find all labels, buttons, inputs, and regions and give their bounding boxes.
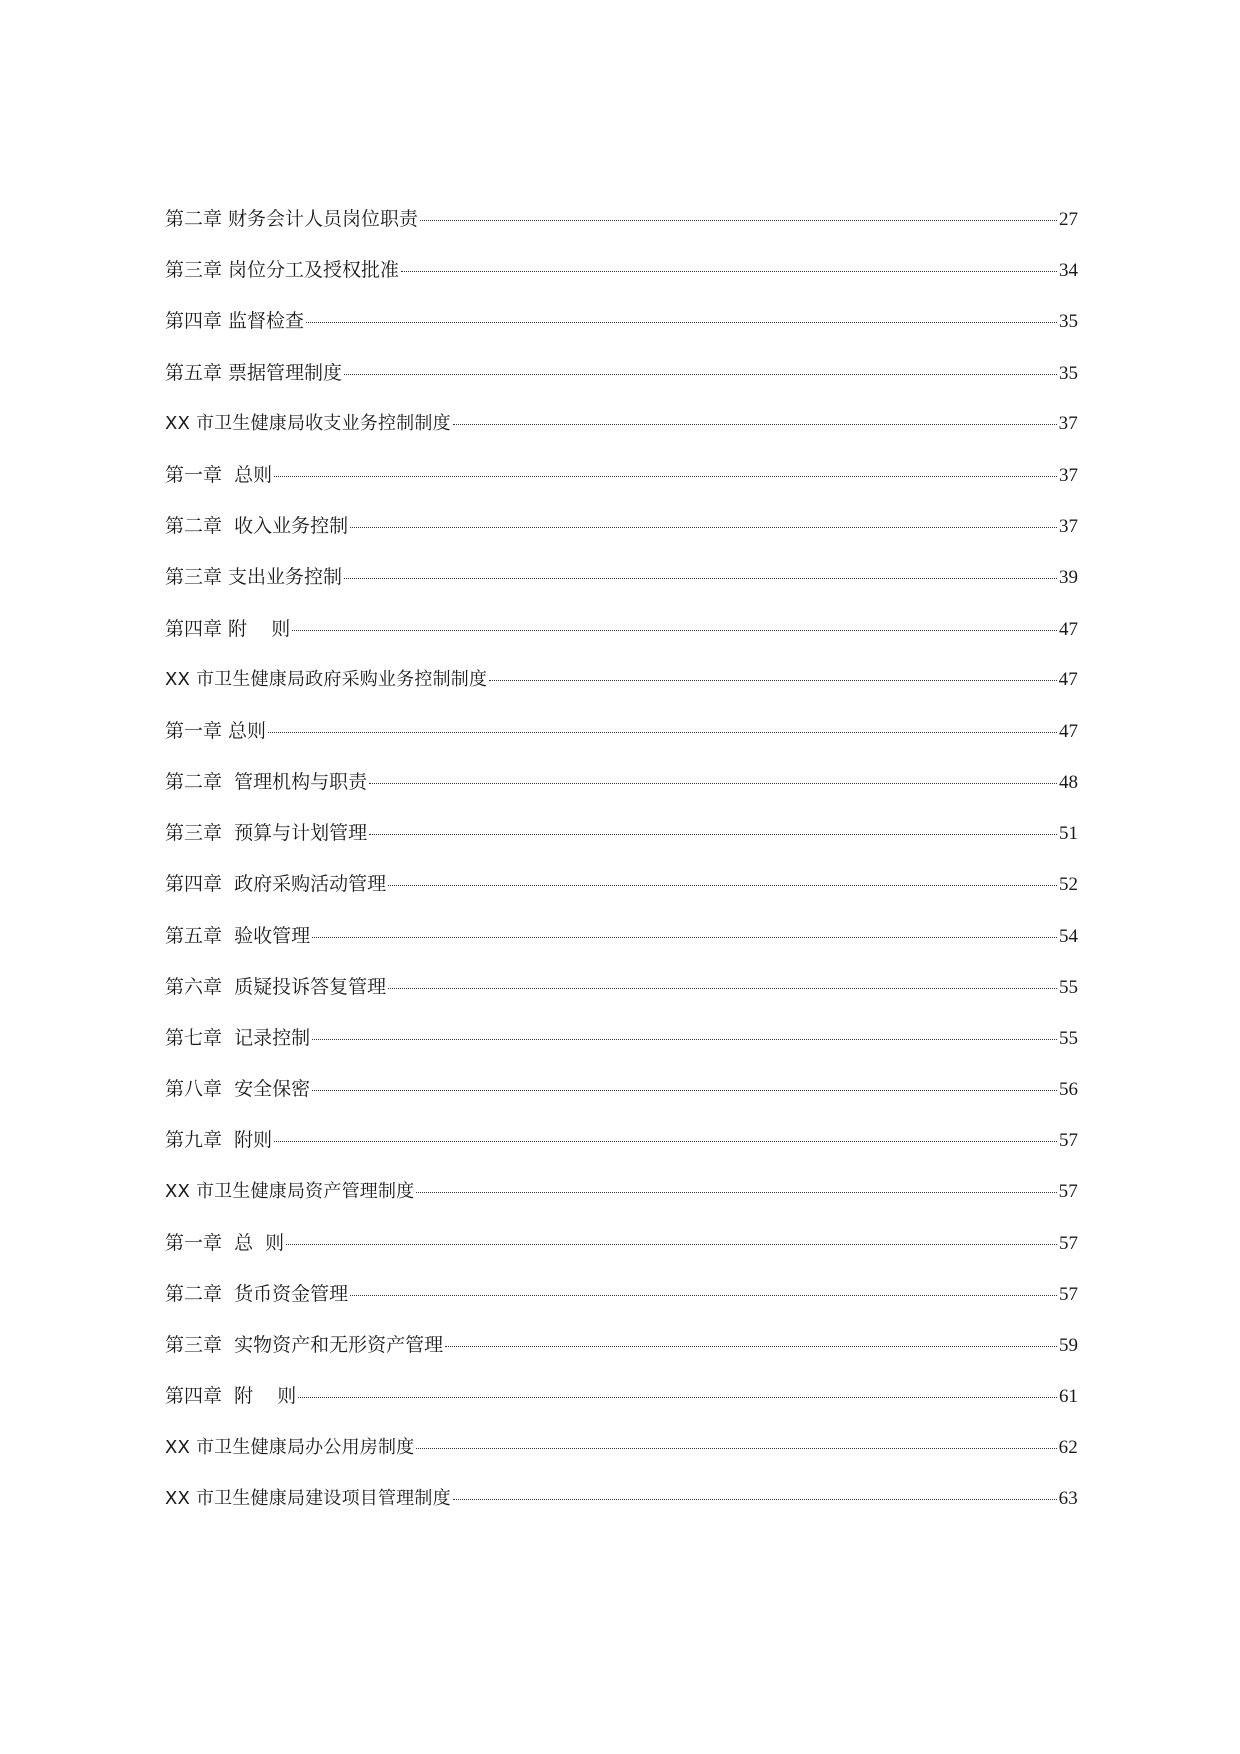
toc-page-number: 56 bbox=[1059, 1079, 1078, 1101]
toc-entry-title: 第二章 财务会计人员岗位职责 bbox=[165, 208, 419, 230]
dot-leader bbox=[292, 630, 1057, 631]
toc-chapter-entry[interactable] bbox=[165, 1074, 1078, 1125]
toc-entry-title: XX 市卫生健康局建设项目管理制度 bbox=[165, 1487, 451, 1509]
toc-entry-title: 第五章 验收管理 bbox=[165, 924, 311, 947]
dot-leader bbox=[344, 374, 1057, 375]
toc-page-number: 57 bbox=[1059, 1130, 1078, 1152]
toc-chapter-entry[interactable] bbox=[165, 358, 1078, 409]
toc-entry-title: XX 市卫生健康局资产管理制度 bbox=[165, 1180, 415, 1202]
toc-entry-title: 第四章 附 则 bbox=[165, 1385, 297, 1408]
toc-chapter-entry[interactable] bbox=[165, 1279, 1078, 1330]
toc-chapter-entry[interactable] bbox=[165, 869, 1078, 920]
toc-section-heading[interactable] bbox=[165, 1433, 1078, 1484]
toc-entry-title: 第三章 支出业务控制 bbox=[165, 566, 343, 589]
toc-page-number: 63 bbox=[1058, 1487, 1078, 1509]
dot-leader bbox=[350, 1295, 1057, 1296]
toc-page-number: 57 bbox=[1059, 1283, 1078, 1305]
toc-entry-title: 第一章 总则 bbox=[165, 463, 273, 486]
toc-chapter-entry[interactable] bbox=[165, 255, 1078, 306]
toc-entry-title: XX 市卫生健康局办公用房制度 bbox=[165, 1436, 415, 1458]
dot-leader bbox=[298, 1397, 1057, 1398]
toc-entry-title: 第一章 总 则 bbox=[165, 1231, 285, 1254]
dot-leader bbox=[453, 1499, 1057, 1500]
toc-chapter-entry[interactable] bbox=[165, 1381, 1078, 1432]
toc-page-number: 48 bbox=[1059, 772, 1078, 794]
toc-page-number: 54 bbox=[1059, 925, 1078, 947]
toc-section-heading[interactable] bbox=[165, 665, 1078, 716]
toc-entry-title: XX 市卫生健康局收支业务控制制度 bbox=[165, 412, 451, 434]
toc-entry-title: 第四章 附 则 bbox=[165, 617, 291, 640]
toc-page-number: 55 bbox=[1059, 976, 1078, 998]
toc-chapter-entry[interactable] bbox=[165, 921, 1078, 972]
dot-leader bbox=[445, 1346, 1057, 1347]
dot-leader bbox=[274, 1141, 1057, 1142]
toc-page-number: 35 bbox=[1059, 311, 1078, 333]
toc-page-number: 39 bbox=[1059, 567, 1078, 589]
toc-chapter-entry[interactable] bbox=[165, 460, 1078, 511]
toc-entry-title: 第二章 货币资金管理 bbox=[165, 1282, 349, 1305]
dot-leader bbox=[489, 680, 1056, 681]
toc-chapter-entry[interactable] bbox=[165, 1125, 1078, 1176]
toc-page-number: 55 bbox=[1059, 1028, 1078, 1049]
toc-page-number: 35 bbox=[1059, 362, 1078, 384]
toc-page-number: 37 bbox=[1059, 464, 1078, 486]
toc-page-number: 57 bbox=[1058, 1180, 1078, 1202]
toc-entry-title: 第一章 总则 bbox=[165, 719, 267, 742]
dot-leader bbox=[416, 1448, 1056, 1449]
toc-page-number: 62 bbox=[1058, 1436, 1078, 1458]
toc-chapter-entry[interactable] bbox=[165, 972, 1078, 1023]
toc-entry-title: 第九章 附则 bbox=[165, 1129, 273, 1152]
toc-entry-title: 第五章 票据管理制度 bbox=[165, 361, 343, 384]
toc-entry-title: 第三章 实物资产和无形资产管理 bbox=[165, 1334, 444, 1357]
toc-chapter-entry[interactable] bbox=[165, 204, 1078, 255]
toc-entry-title: 第四章 政府采购活动管理 bbox=[165, 873, 387, 896]
toc-entry-title: 第四章 监督检查 bbox=[165, 310, 305, 333]
toc-entry-title: 第二章 收入业务控制 bbox=[165, 515, 349, 538]
toc-section-heading[interactable] bbox=[165, 1484, 1078, 1535]
dot-leader bbox=[388, 988, 1057, 989]
toc-chapter-entry[interactable] bbox=[165, 562, 1078, 613]
toc-entry-title: XX 市卫生健康局政府采购业务控制制度 bbox=[165, 668, 488, 690]
table-of-contents bbox=[165, 204, 1078, 1535]
toc-page-number: 52 bbox=[1059, 874, 1078, 896]
dot-leader bbox=[453, 424, 1057, 425]
toc-entry-title: 第二章 管理机构与职责 bbox=[165, 771, 368, 794]
dot-leader bbox=[268, 732, 1057, 733]
toc-page-number: 27 bbox=[1059, 209, 1078, 230]
toc-entry-title: 第三章 岗位分工及授权批准 bbox=[165, 259, 400, 282]
toc-entry-title: 第八章 安全保密 bbox=[165, 1078, 311, 1101]
dot-leader bbox=[416, 1192, 1056, 1193]
toc-chapter-entry[interactable] bbox=[165, 818, 1078, 869]
toc-page-number: 51 bbox=[1059, 823, 1078, 845]
toc-section-heading[interactable] bbox=[165, 409, 1078, 460]
dot-leader bbox=[312, 1090, 1057, 1091]
toc-chapter-entry[interactable] bbox=[165, 1023, 1078, 1074]
dot-leader bbox=[306, 322, 1057, 323]
dot-leader bbox=[369, 834, 1057, 835]
dot-leader bbox=[401, 271, 1057, 272]
dot-leader bbox=[312, 1039, 1057, 1040]
toc-page-number: 47 bbox=[1058, 668, 1078, 690]
toc-chapter-entry[interactable] bbox=[165, 767, 1078, 818]
toc-page-number: 61 bbox=[1059, 1386, 1078, 1408]
toc-section-heading[interactable] bbox=[165, 1177, 1078, 1228]
toc-chapter-entry[interactable] bbox=[165, 716, 1078, 767]
toc-chapter-entry[interactable] bbox=[165, 306, 1078, 357]
toc-chapter-entry[interactable] bbox=[165, 1228, 1078, 1279]
dot-leader bbox=[369, 783, 1057, 784]
dot-leader bbox=[388, 885, 1057, 886]
toc-page-number: 57 bbox=[1059, 1232, 1078, 1254]
toc-entry-title: 第六章 质疑投诉答复管理 bbox=[165, 975, 387, 998]
toc-page-number: 59 bbox=[1059, 1335, 1078, 1357]
toc-entry-title: 第三章 预算与计划管理 bbox=[165, 822, 368, 845]
dot-leader bbox=[286, 1244, 1057, 1245]
toc-page-number: 47 bbox=[1059, 618, 1078, 640]
toc-chapter-entry[interactable] bbox=[165, 614, 1078, 665]
toc-chapter-entry[interactable] bbox=[165, 511, 1078, 562]
toc-page-number: 37 bbox=[1058, 412, 1078, 434]
dot-leader bbox=[312, 937, 1057, 938]
toc-entry-title: 第七章 记录控制 bbox=[165, 1027, 311, 1049]
dot-leader bbox=[420, 220, 1057, 221]
dot-leader bbox=[350, 527, 1057, 528]
dot-leader bbox=[274, 476, 1057, 477]
toc-page-number: 34 bbox=[1059, 260, 1078, 282]
toc-chapter-entry[interactable] bbox=[165, 1330, 1078, 1381]
dot-leader bbox=[344, 578, 1057, 579]
toc-page-number: 47 bbox=[1059, 720, 1078, 742]
toc-page-number: 37 bbox=[1059, 516, 1078, 538]
